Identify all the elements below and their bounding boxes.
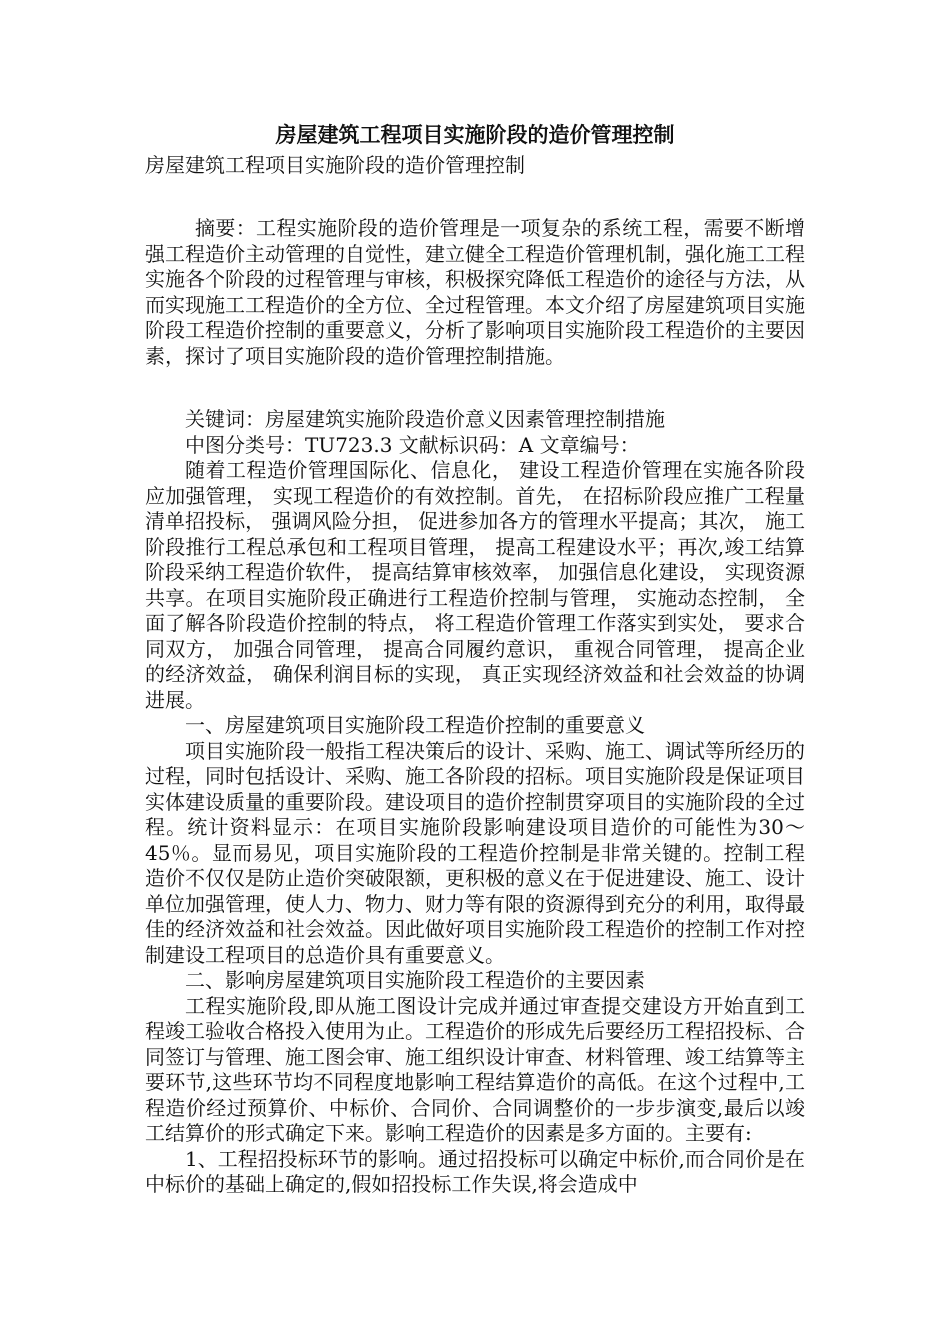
spacer	[145, 178, 805, 216]
classification-line: 中图分类号：TU723.3 文献标识码：A 文章编号：	[185, 432, 640, 457]
list-item-1: 1、工程招投标环节的影响。通过招投标可以确定中标价,而合同价是在中标价的基础上确定的,假如招投标工作失误,将会造成中	[145, 1146, 805, 1196]
abstract-paragraph: 摘要：工程实施阶段的造价管理是一项复杂的系统工程，需要不断增强工程造价主动管理的自觉性，建立健全工程造价管理机制，强化施工工程实施各个阶段的过程管理与审核，积极探究降低工程造价的途径与方法，从而实现施工工程造价的全方位、全过程管理。本文介绍了房屋建筑项目实施阶段工程造价控制的重要意义，分析了影响项目实施阶段工程造价的主要因素，探讨了项目实施阶段的造价管理控制措施。	[145, 216, 805, 368]
document-body	[145, 118, 805, 1198]
section-2-body: 工程实施阶段,即从施工图设计完成并通过审查提交建设方开始直到工程竣工验收合格投入使用为止。工程造价的形成先后要经历工程招投标、合同签订与管理、施工图会审、施工组织设计审查、材料管理、竣工结算等主要环节,这些环节均不同程度地影响工程结算造价的高低。在这个过程中,工程造价经过预算价、中标价、合同价、合同调整价的一步步演变,最后以竣工结算价的形式确定下来。影响工程造价的因素是多方面的。主要有:	[145, 993, 805, 1145]
intro-paragraph: 随着工程造价管理国际化、信息化， 建设工程造价管理在实施各阶段应加强管理， 实现工程造价的有效控制。首先， 在招标阶段应推广工程量清单招投标， 强调风险分担， 促进参加各方的管理水平提高；其次， 施工阶段推行工程总承包和工程项目管理， 提高工程建设水平；再次,竣工结算阶段采纳工程造价软件， 提高结算审核效率， 加强信息化建设， 实现资源共享。在项目实施阶段正确进行工程造价控制与管理， 实施动态控制， 全面了解各阶段造价控制的特点， 将工程造价管理工作落实到实处， 要求合同双方， 加强合同管理， 提高合同履约意识， 重视合同管理， 提高企业的经济效益， 确保利润目标的实现， 真正实现经济效益和社会效益的协调进展。	[145, 458, 805, 712]
section-1-heading: 一、房屋建筑项目实施阶段工程造价控制的重要意义	[185, 713, 645, 737]
section-1-body: 项目实施阶段一般指工程决策后的设计、采购、施工、调试等所经历的过程，同时包括设计、采购、施工各阶段的招标。项目实施阶段是保证项目实体建设质量的重要阶段。建设项目的造价控制贯穿项目的实施阶段的全过程。统计资料显示：在项目实施阶段影响建设项目造价的可能性为30～45％。显而易见，项目实施阶段的工程造价控制是非常关键的。控制工程造价不仅仅是防止造价突破限额，更积极的意义在于促进建设、施工、设计单位加强管理，使人力、物力、财力等有限的资源得到充分的利用，取得最佳的经济效益和社会效益。因此做好项目实施阶段工程造价的控制工作对控制建设工程项目的总造价具有重要意义。	[145, 738, 805, 967]
document-title: 房屋建筑工程项目实施阶段的造价管理控制	[275, 122, 675, 147]
spacer	[145, 369, 805, 407]
document-subtitle: 房屋建筑工程项目实施阶段的造价管理控制	[145, 153, 525, 177]
keywords-line: 关键词：房屋建筑实施阶段造价意义因素管理控制措施	[185, 407, 665, 431]
section-2-heading: 二、影响房屋建筑项目实施阶段工程造价的主要因素	[185, 968, 645, 992]
